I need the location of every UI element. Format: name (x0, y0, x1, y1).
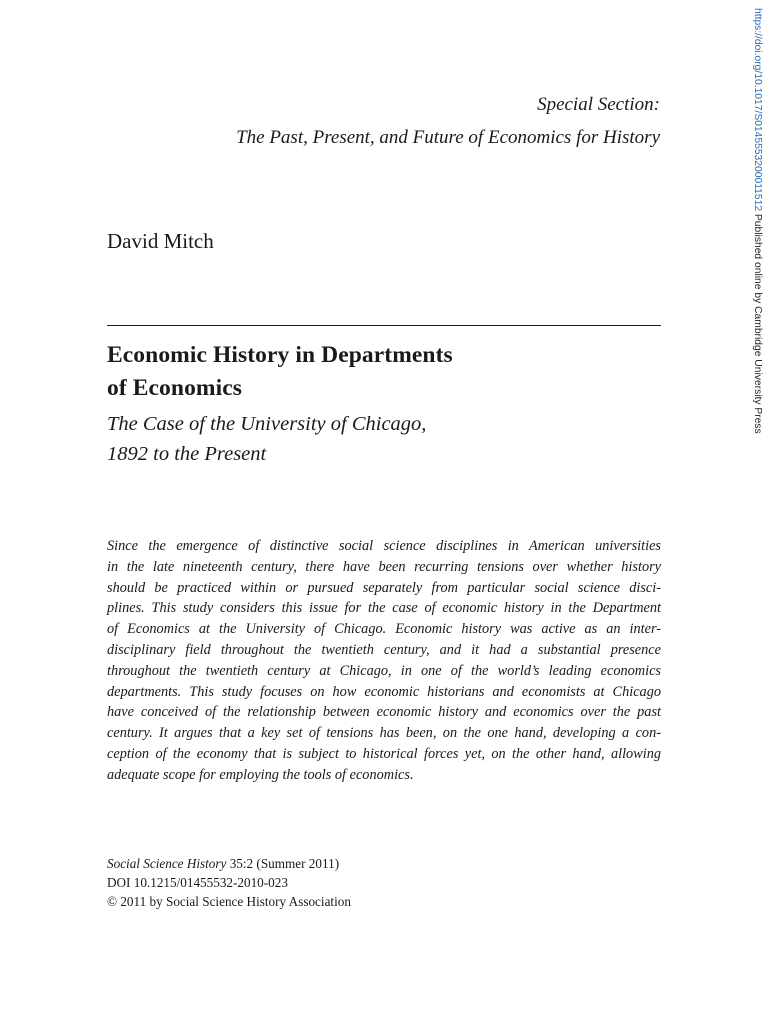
abstract-line: disciplinary field throughout the twentieth century, and it had a substantial presence (107, 641, 661, 658)
author-name: David Mitch (107, 229, 214, 253)
article-subtitle-line-2: 1892 to the Present (107, 443, 267, 465)
title-divider (107, 325, 661, 326)
publisher-sidebar-text (750, 8, 764, 434)
journal-name: Social Science History (107, 856, 227, 871)
abstract-line: adequate scope for employing the tools of economics. (107, 766, 414, 783)
special-section-heading (236, 88, 660, 154)
article-title (107, 339, 453, 405)
journal-issue: 35:2 (Summer 2011) (226, 856, 340, 871)
special-section-title: The Past, Present, and Future of Economics for History (236, 127, 660, 148)
abstract-line: departments. This study focuses on how economic historians and economists at Chicago (107, 683, 661, 700)
article-title-line-2: of Economics (107, 375, 243, 401)
article-subtitle-line-1: The Case of the University of Chicago, (107, 413, 427, 435)
article-subtitle (107, 409, 426, 469)
abstract-line: ception of the economy that is subject to historical forces yet, on the other hand, allowing (107, 745, 661, 762)
abstract-line: have conceived of the relationship between economic history and economics over the past (107, 704, 661, 721)
doi-link[interactable]: https://doi.org/10.1017/S0145553200011512 (752, 8, 763, 212)
journal-citation (107, 854, 351, 911)
published-online-text: Published online by Cambridge University Press (752, 211, 763, 434)
abstract-line: plines. This study considers this issue for the case of economic history in the Department (107, 600, 661, 617)
special-section-label: Special Section: (537, 94, 660, 115)
abstract-line: in the late nineteenth century, there have been recurring tensions over whether history (107, 558, 661, 575)
abstract-line: of Economics at the University of Chicago. Economic history was active as an inter- (107, 621, 661, 638)
citation-copyright: © 2011 by Social Science History Association (107, 894, 351, 909)
abstract-line: throughout the twentieth century at Chicago, in one of the world’s leading economics (107, 662, 661, 679)
citation-journal-line (107, 854, 351, 873)
abstract-line: century. It argues that a key set of tensions has been, on the one hand, developing a con- (107, 725, 661, 742)
abstract-line: should be practiced within or pursued separately from particular social science disci- (107, 579, 661, 596)
publisher-sidebar (749, 8, 767, 434)
abstract (107, 536, 661, 786)
citation-doi: DOI 10.1215/01455532-2010-023 (107, 875, 288, 890)
article-title-line-1: Economic History in Departments (107, 342, 453, 368)
abstract-line: Since the emergence of distinctive social science disciplines in American universities (107, 538, 661, 554)
